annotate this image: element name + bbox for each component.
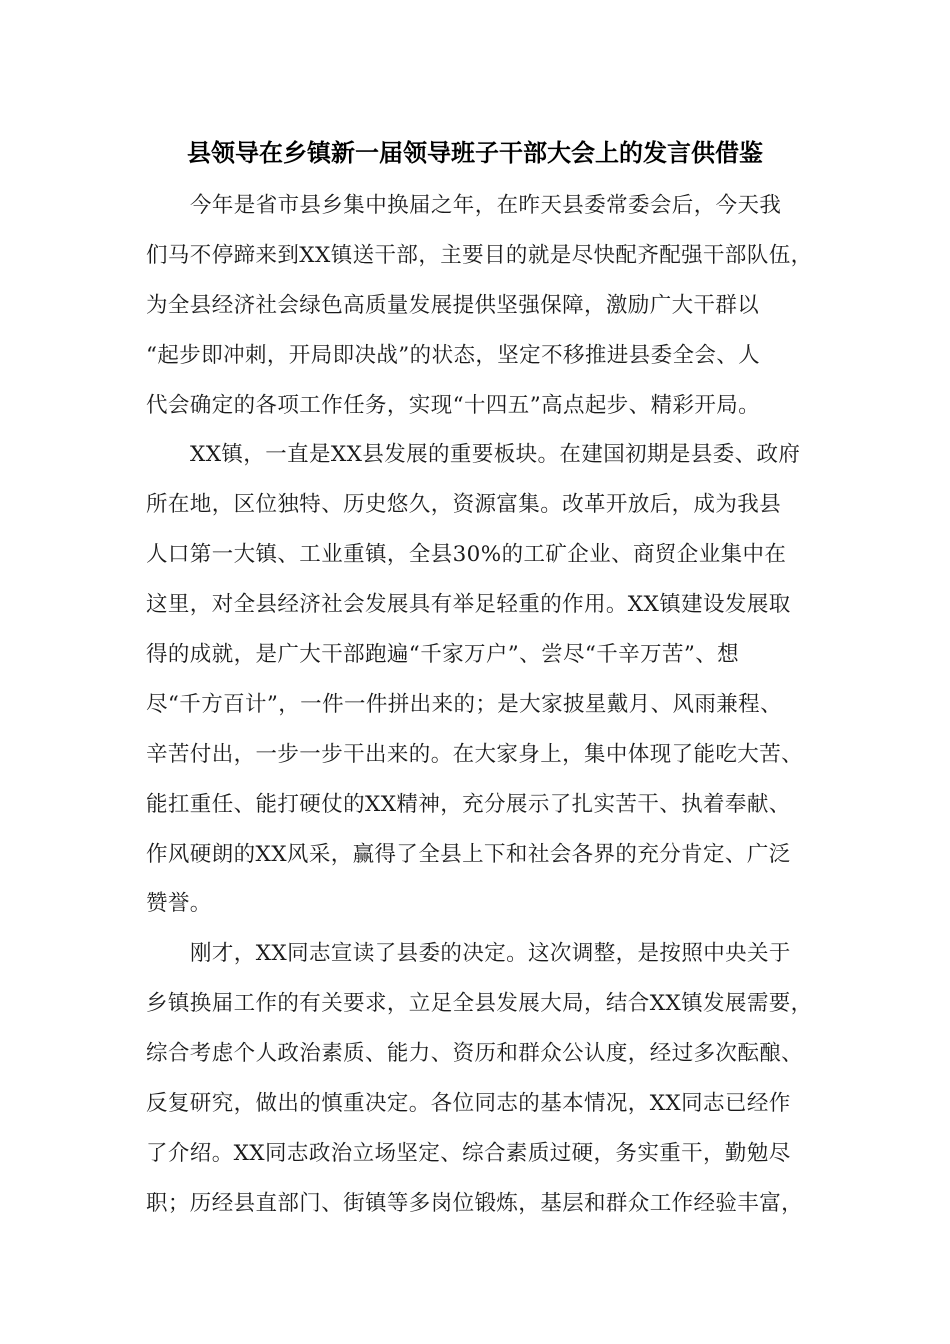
paragraph-1-line-3: 为全县经济社会绿色高质量发展提供坚强保障，激励广大干群以 xyxy=(146,293,760,318)
paragraph-2-line-2: 所在地，区位独特、历史悠久，资源富集。改革开放后，成为我县 xyxy=(146,492,782,517)
paragraph-2-line-10: 赞誉。 xyxy=(146,891,212,916)
paragraph-3-line-1: 刚才，XX同志宣读了县委的决定。这次调整，是按照中央关于 xyxy=(190,941,791,966)
document-title: 县领导在乡镇新一届领导班子干部大会上的发言供借鉴 xyxy=(187,139,763,167)
paragraph-2-line-4: 这里，对全县经济社会发展具有举足轻重的作用。XX镇建设发展取 xyxy=(146,592,791,617)
paragraph-2-line-5: 得的成就，是广大干部跑遍“千家万户”、尝尽“千辛万苦”、想 xyxy=(146,642,740,667)
paragraph-3-line-5: 了介绍。XX同志政治立场坚定、综合素质过硬，务实重干，勤勉尽 xyxy=(146,1141,791,1166)
paragraph-2-line-1: XX镇，一直是XX县发展的重要板块。在建国初期是县委、政府 xyxy=(190,442,801,467)
paragraph-2-line-6: 尽“千方百计”，一件一件拼出来的；是大家披星戴月、风雨兼程、 xyxy=(146,692,782,717)
paragraph-3-line-3: 综合考虑个人政治素质、能力、资历和群众公认度，经过多次酝酿、 xyxy=(146,1041,804,1066)
paragraph-2-line-3: 人口第一大镇、工业重镇，全县30%的工矿企业、商贸企业集中在 xyxy=(146,542,787,567)
paragraph-3-line-4: 反复研究，做出的慎重决定。各位同志的基本情况，XX同志已经作 xyxy=(146,1091,791,1116)
paragraph-2-line-8: 能扛重任、能打硬仗的XX精神，充分展示了扎实苦干、执着奉献、 xyxy=(146,792,791,817)
paragraph-1-line-5: 代会确定的各项工作任务，实现“十四五”高点起步、精彩开局。 xyxy=(146,393,761,418)
paragraph-1-line-1: 今年是省市县乡集中换届之年，在昨天县委常委会后，今天我 xyxy=(190,193,782,218)
paragraph-2-line-9: 作风硬朗的XX风采，赢得了全县上下和社会各界的充分肯定、广泛 xyxy=(146,842,791,867)
paragraph-3-line-6: 职；历经县直部门、街镇等多岗位锻炼，基层和群众工作经验丰富， xyxy=(146,1191,804,1216)
paragraph-2-line-7: 辛苦付出，一步一步干出来的。在大家身上，集中体现了能吃大苦、 xyxy=(146,742,804,767)
paragraph-1-line-2: 们马不停蹄来到XX镇送干部，主要目的就是尽快配齐配强干部队伍， xyxy=(146,243,813,268)
paragraph-1-line-4: “起步即冲刺，开局即决战”的状态，坚定不移推进县委全会、人 xyxy=(146,343,761,368)
paragraph-3-line-2: 乡镇换届工作的有关要求，立足全县发展大局，结合XX镇发展需要， xyxy=(146,991,813,1016)
